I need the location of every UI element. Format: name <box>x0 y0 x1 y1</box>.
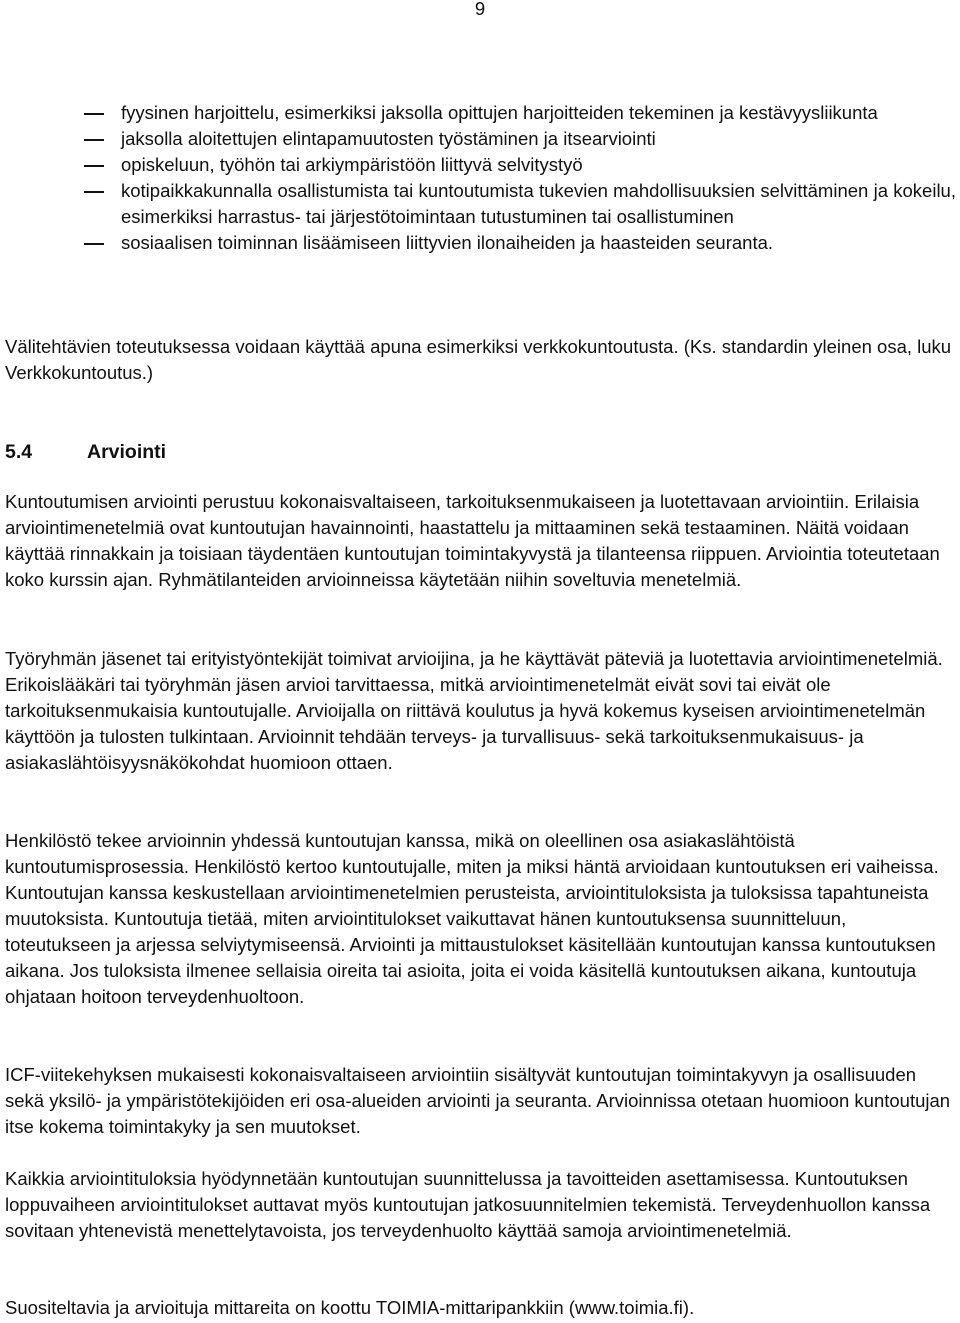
dash-bullet-icon <box>84 139 104 141</box>
section-heading <box>5 439 166 465</box>
intro-paragraph: Välitehtävien toteutuksessa voidaan käyttää apuna esimerkiksi verkkokuntoutusta. (Ks. standardin yleinen osa, luku Verkkokuntoutus.) <box>5 336 952 383</box>
paragraph: ICF-viitekehyksen mukaisesti kokonaisvaltaiseen arviointiin sisältyvät kuntoutujan toimintakyvyn ja osallisuuden sekä yksilö- ja ympäristötekijöiden eri osa-alueiden arviointi ja seuranta. Arvioinnissa otetaan huomioon kuntoutujan itse kokema toimintakyky ja sen muutokset. <box>5 1064 951 1137</box>
list-item: fyysinen harjoittelu, esimerkiksi jaksolla opittujen harjoitteiden tekeminen ja kestävyysliikunta <box>80 100 956 126</box>
paragraph: Kuntoutumisen arviointi perustuu kokonaisvaltaiseen, tarkoituksenmukaiseen ja luotettavaan arviointiin. Erilaisia arviointimenetelmiä ovat kuntoutujan havainnointi, haastattelu ja mittaaminen sekä testaaminen. Näitä voidaan käyttää rinnakkain ja toisiaan täydentäen kuntoutujan toimintakyvystä ja tilanteensa riippuen. Arviointia toteutetaan koko kurssin ajan. Ryhmätilanteiden arvioinneissa käytetään niihin soveltuvia menetelmiä. <box>5 491 940 590</box>
list-item: opiskeluun, työhön tai arkiympäristöön liittyvä selvitystyö <box>80 152 956 178</box>
section-number: 5.4 <box>5 441 33 463</box>
list-item: jaksolla aloitettujen elintapamuutosten työstäminen ja itsearviointi <box>80 126 956 152</box>
list-item: kotipaikkakunnalla osallistumista tai kuntoutumista tukevien mahdollisuuksien selvittäminen ja kokeilu, esimerkiksi harrastus- tai järjestötoimintaan tutustuminen tai osallistuminen <box>80 178 956 230</box>
list-item: sosiaalisen toiminnan lisäämiseen liittyvien ilonaiheiden ja haasteiden seuranta. <box>80 230 956 256</box>
dash-bullet-icon <box>84 191 104 193</box>
task-bullet-list <box>80 100 956 256</box>
paragraph: Kaikkia arviointituloksia hyödynnetään kuntoutujan suunnittelussa ja tavoitteiden asettamisessa. Kuntoutuksen loppuvaiheen arviointitulokset auttavat myös kuntoutujan jatkosuunnitelmien tekemistä. Terveydenhuollon kanssa sovitaan yhtenevistä menettelytavoista, jos terveydenhuolto käyttää samoja arviointimenetelmiä. <box>5 1168 931 1241</box>
paragraph: Suositeltavia ja arvioituja mittareita on koottu TOIMIA-mittaripankkiin (www.toimia.fi). <box>5 1297 695 1318</box>
paragraph: Henkilöstö tekee arvioinnin yhdessä kuntoutujan kanssa, mikä on oleellinen osa asiakaslähtöistä kuntoutumisprosessia. Henkilöstö kertoo kuntoutujalle, miten ja miksi häntä arvioidaan kuntoutuksen eri vaiheissa. Kuntoutujan kanssa keskustellaan arviointimenetelmien perusteista, arviointituloksista ja tuloksissa tapahtuneista muutoksista. Kuntoutuja tietää, miten arviointitulokset vaikuttavat hänen kuntoutuksensa suunnitteluun, toteutukseen ja arjessa selviytymiseensä. Arviointi ja mittaustulokset käsitellään kuntoutujan kanssa kuntoutuksen aikana. Jos tuloksista ilmenee sellaisia oireita tai asioita, joita ei voida käsitellä kuntoutuksen aikana, kuntoutuja ohjataan hoitoon terveydenhuoltoon. <box>5 830 939 1007</box>
dash-bullet-icon <box>84 113 104 115</box>
page-number: 9 <box>474 0 486 19</box>
paragraph: Työryhmän jäsenet tai erityistyöntekijät toimivat arvioijina, ja he käyttävät päteviä ja luotettavia arviointimenetelmiä. Erikoislääkäri tai työryhmän jäsen arvioi tarvittaessa, mitkä arviointimenetelmät eivät sovi tai eivät ole tarkoituksenmukaisia kuntoutujalle. Arvioijalla on riittävä koulutus ja hyvä kokemus kyseisen arviointimenetelmän käyttöön ja tulosten tulkintaan. Arvioinnit tehdään terveys- ja turvallisuus- sekä tarkoituksenmukaisuus- ja asiakaslähtöisyysnäkökohdat huomioon ottaen. <box>5 648 943 773</box>
dash-bullet-icon <box>84 243 104 245</box>
section-title: Arviointi <box>87 441 167 463</box>
dash-bullet-icon <box>84 165 104 167</box>
